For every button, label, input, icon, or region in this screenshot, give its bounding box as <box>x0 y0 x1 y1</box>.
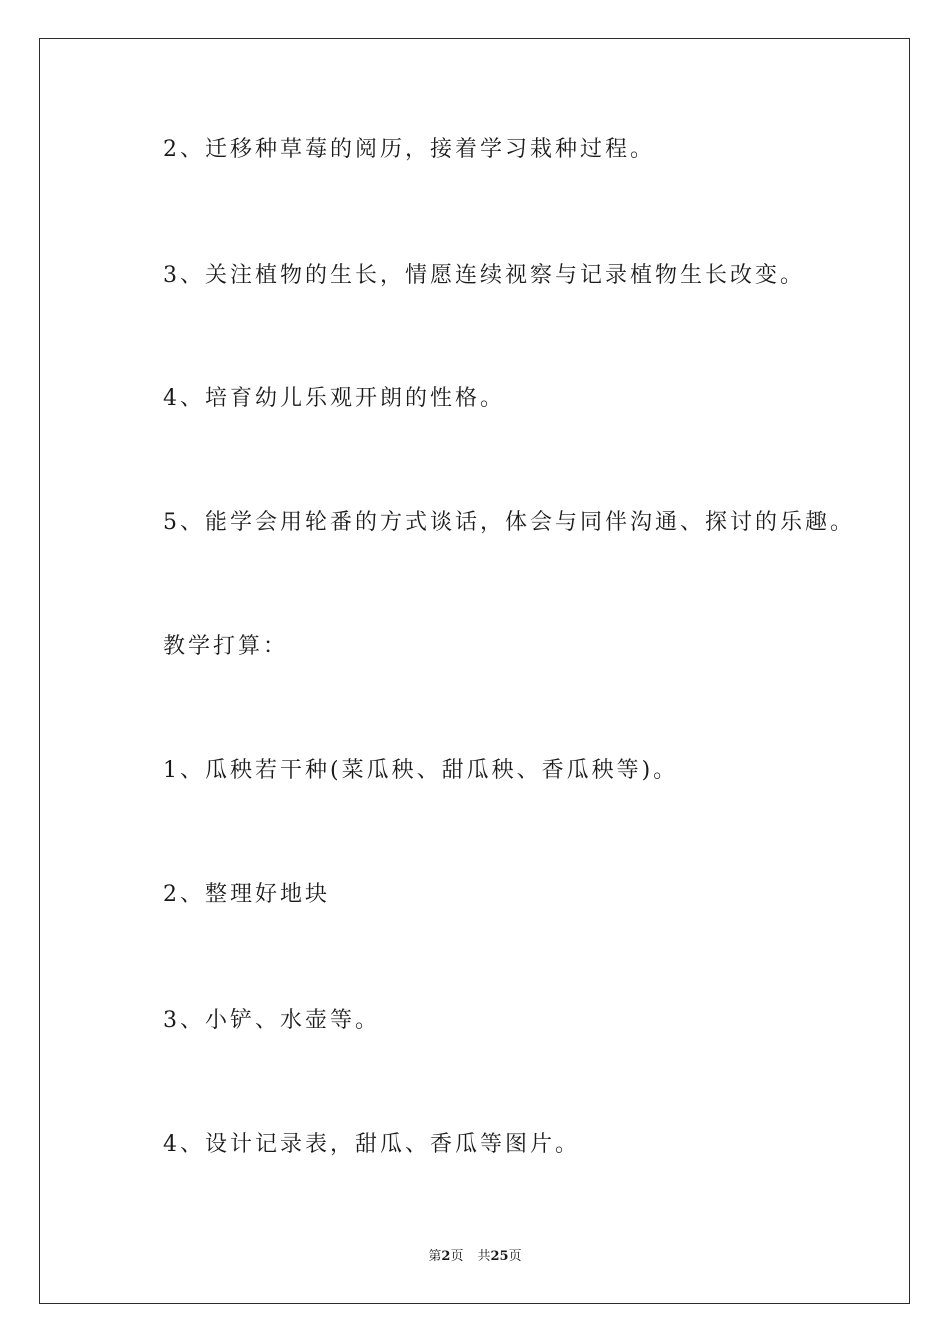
footer-total-pages: 25 <box>490 1249 509 1264</box>
body-line-5: 1、瓜秧若干种(菜瓜秧、甜瓜秧、香瓜秧等)。 <box>163 758 679 783</box>
page-border <box>39 38 910 1304</box>
body-line-7: 3、小铲、水壶等。 <box>163 1008 380 1033</box>
section-heading: 教学打算： <box>163 634 289 659</box>
footer-total-prefix: 共 <box>477 1249 491 1264</box>
body-line-6: 2、整理好地块 <box>163 882 330 907</box>
body-line-1: 2、迁移种草莓的阅历，接着学习栽种过程。 <box>163 137 655 162</box>
footer-page-number: 2 <box>441 1249 451 1264</box>
body-line-2: 3、关注植物的生长，情愿连续视察与记录植物生长改变。 <box>163 263 805 288</box>
footer-total-suffix: 页 <box>508 1249 522 1264</box>
page-footer <box>0 1248 950 1266</box>
body-line-3: 4、培育幼儿乐观开朗的性格。 <box>163 386 505 411</box>
body-line-4: 5、能学会用轮番的方式谈话，体会与同伴沟通、探讨的乐趣。 <box>163 510 855 535</box>
body-line-8: 4、设计记录表，甜瓜、香瓜等图片。 <box>163 1132 580 1157</box>
footer-page-prefix: 第 <box>428 1249 442 1264</box>
footer-page-suffix: 页 <box>450 1249 464 1264</box>
